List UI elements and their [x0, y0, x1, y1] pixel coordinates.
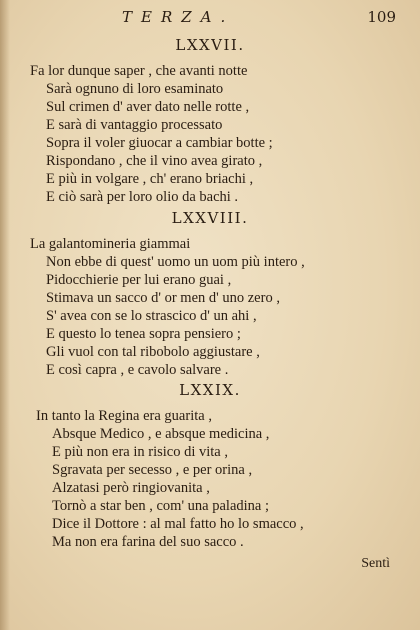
verse-line: Fa lor dunque saper , che avanti notte	[30, 63, 248, 79]
verse-line: Rispondano , che il vino avea girato ,	[46, 153, 263, 169]
verse-line: Gli vuol con tal ribobolo aggiustare ,	[46, 344, 260, 360]
verse-line: Sgravata per secesso , e per orina ,	[52, 462, 253, 478]
verse-line: In tanto la Regina era guarita ,	[36, 408, 212, 424]
verse-line: Non ebbe di quest' uomo un uom più intero ,	[46, 254, 305, 270]
verse-line: E sarà di vantaggio processato	[46, 117, 223, 133]
stanza-number: LXXIX.	[179, 381, 241, 399]
verse-line: Sul crimen d' aver dato nelle rotte ,	[46, 99, 250, 115]
verse-line: E così capra , e cavolo salvare .	[46, 362, 229, 378]
verse-line: E più in volgare , ch' erano briachi ,	[46, 171, 254, 187]
verse-line: Dice il Dottore : al mal fatto ho lo smacco ,	[52, 516, 304, 532]
verse-line: Sarà ognuno di loro esaminato	[46, 81, 224, 97]
verse-line: Absque Medico , e absque medicina ,	[52, 426, 270, 442]
stanza-number: LXXVIII.	[171, 209, 249, 227]
verse-line: S' avea con se lo strascico d' un ahi ,	[46, 308, 257, 324]
verse-line: E questo lo tenea sopra pensiero ;	[46, 326, 241, 342]
verse-line: Ma non era farina del suo sacco .	[52, 534, 244, 550]
catchword: Sentì	[361, 556, 390, 571]
page-header	[0, 6, 420, 28]
verse-line: Pidocchierie per lui erano guai ,	[46, 272, 232, 288]
running-head: TERZA.	[122, 8, 235, 26]
verse-line: Sopra il voler giuocar a cambiar botte ;	[46, 135, 273, 151]
stanza-number: LXXVII.	[175, 36, 245, 54]
verse-line: Stimava un sacco d' or men d' uno zero ,	[46, 290, 280, 306]
page-number: 109	[367, 8, 396, 26]
page-gutter-shadow	[0, 0, 10, 630]
verse-line: Tornò a star ben , com' una paladina ;	[52, 498, 270, 514]
verse-line: E più non era in risico di vita ,	[52, 444, 228, 460]
verse-line: La galantomineria giammai	[30, 236, 191, 252]
verse-line: E ciò sarà per loro olio da bachi .	[46, 189, 239, 205]
verse-line: Alzatasi però ringiovanita ,	[52, 480, 210, 496]
